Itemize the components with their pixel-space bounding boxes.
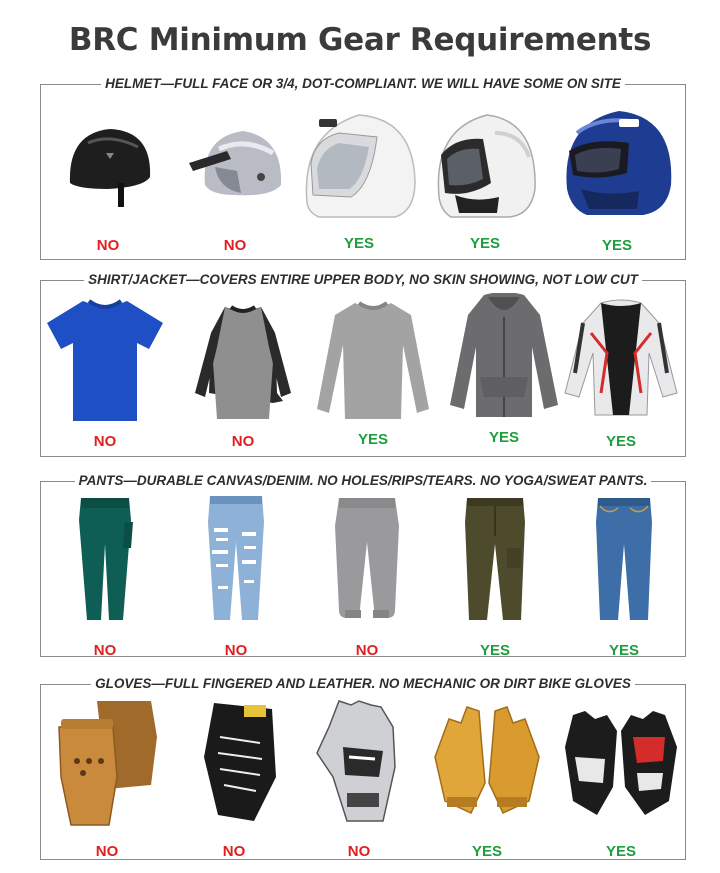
raglan-shirt-icon — [183, 293, 303, 423]
riding-gloves-icon — [561, 697, 681, 827]
verdict-label: YES — [479, 642, 510, 659]
gloves-section — [40, 676, 686, 860]
verdict-label: NO — [224, 642, 248, 659]
yoga-pants-icon — [45, 492, 165, 622]
shirt-jacket-section-label: SHIRT/JACKET—COVERS ENTIRE UPPER BODY, NO SKIN SHOWING, NOT LOW CUT — [84, 272, 642, 287]
half-helmet-with-visor-icon — [175, 93, 295, 223]
page-title: BRC Minimum Gear Requirements — [68, 22, 652, 58]
verdict-label: NO — [355, 642, 379, 659]
verdict-label: NO — [223, 237, 247, 254]
pants-section — [40, 473, 686, 659]
long-sleeve-shirt-icon — [313, 293, 433, 423]
verdict-label: NO — [96, 237, 120, 254]
verdict-label: YES — [608, 642, 639, 659]
open-face-helmet-icon — [299, 93, 419, 223]
verdict-label: YES — [469, 235, 500, 252]
helmet-section-label: HELMET—FULL FACE OR 3/4, DOT-COMPLIANT. WE WILL HAVE SOME ON SITE — [101, 76, 625, 91]
sweat-pants-icon — [307, 492, 427, 622]
modular-helmet-icon — [425, 93, 545, 223]
verdict-label: YES — [343, 235, 374, 252]
ripped-jeans-icon — [176, 492, 296, 622]
verdict-label: YES — [605, 843, 636, 860]
verdict-label: YES — [601, 237, 632, 254]
gloves-section-label: GLOVES—FULL FINGERED AND LEATHER. NO MECHANIC OR DIRT BIKE GLOVES — [91, 676, 635, 691]
verdict-label: YES — [471, 843, 502, 860]
shirt-jacket-section — [40, 272, 686, 457]
hoodie-icon — [444, 293, 564, 423]
verdict-label: NO — [222, 843, 246, 860]
fingerless-gloves-icon — [47, 697, 167, 827]
denim-jeans-icon — [564, 492, 684, 622]
verdict-label: YES — [488, 429, 519, 446]
verdict-label: YES — [357, 431, 388, 448]
full-face-helmet-icon — [557, 93, 677, 223]
dirt-bike-gloves-icon — [299, 697, 419, 827]
pants-section-label: PANTS—DURABLE CANVAS/DENIM. NO HOLES/RIPS/TEARS. NO YOGA/SWEAT PANTS. — [75, 473, 652, 488]
verdict-label: NO — [347, 843, 371, 860]
mechanic-gloves-icon — [174, 697, 294, 827]
helmet-section — [40, 76, 686, 260]
leather-work-gloves-icon — [427, 697, 547, 827]
short-sleeve-tshirt-icon — [45, 293, 165, 423]
half-helmet-icon — [48, 93, 168, 223]
verdict-label: NO — [231, 433, 255, 450]
verdict-label: YES — [605, 433, 636, 450]
verdict-label: NO — [95, 843, 119, 860]
riding-jacket-icon — [561, 293, 681, 423]
canvas-pants-icon — [435, 492, 555, 622]
verdict-label: NO — [93, 433, 117, 450]
verdict-label: NO — [93, 642, 117, 659]
